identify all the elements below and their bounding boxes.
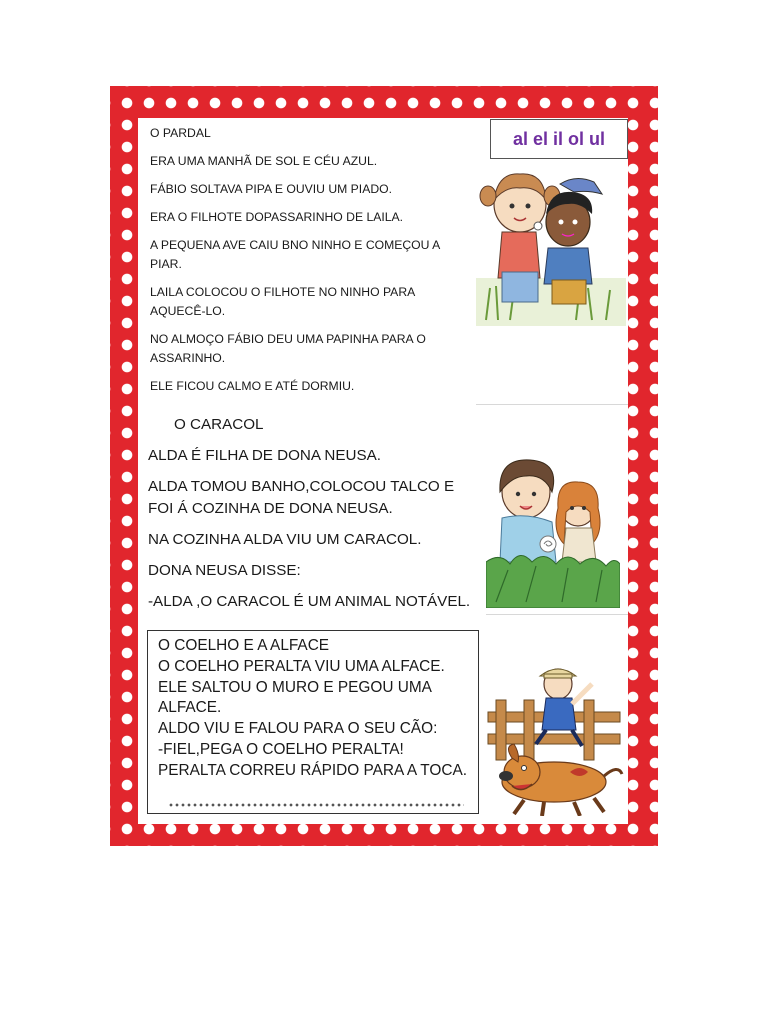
story3-line: ALDO VIU E FALOU PARA O SEU CÃO: [158, 720, 438, 738]
story2-line: NA COZINHA ALDA VIU UM CARACOL. [148, 531, 422, 548]
story3-line: PERALTA CORREU RÁPIDO PARA A TOCA. [158, 761, 468, 779]
story-o-coelho-e-a-alface [158, 636, 478, 782]
story1-line: ELE FICOU CALMO E ATÉ DORMIU. [150, 379, 355, 393]
story2-line: DONA NEUSA DISSE: [148, 562, 301, 579]
story2-line: ALDA É FILHA DE DONA NEUSA. [148, 447, 381, 464]
story3-line: ELE SALTOU O MURO E PEGOU UMA ALFACE. [158, 678, 432, 717]
cut-off-text-line [168, 802, 464, 808]
story2-line: ALDA TOMOU BANHO,COLOCOU TALCO E FOI Á COZINHA DE DONA NEUSA. [148, 478, 455, 517]
story1-line: ERA UMA MANHÃ DE SOL E CÉU AZUL. [150, 154, 378, 168]
story1-line: NO ALMOÇO FÁBIO DEU UMA PAPINHA PARA O ASSARINHO. [150, 332, 426, 365]
story1-line: ERA O FILHOTE DOPASSARINHO DE LAILA. [150, 210, 404, 224]
story1-line: LAILA COLOCOU O FILHOTE NO NINHO PARA AQUECÊ-LO. [150, 285, 415, 318]
story2-title: O CARACOL [174, 416, 264, 433]
story3-line: O COELHO PERALTA VIU UMA ALFACE. [158, 657, 445, 675]
story3-title: O COELHO E A ALFACE [158, 637, 330, 654]
story1-title: O PARDAL [150, 126, 211, 140]
illustration-divider [476, 404, 628, 405]
syllables-box [490, 119, 628, 159]
story1-line: A PEQUENA AVE CAIU BNO NINHO E COMEÇOU A PIAR. [150, 238, 440, 271]
children-illustration [476, 160, 626, 326]
story1-line: FÁBIO SOLTAVA PIPA E OUVIU UM PIADO. [150, 182, 392, 196]
syllables-text: al el il ol ul [512, 128, 606, 149]
story3-line: -FIEL,PEGA O COELHO PERALTA! [158, 740, 404, 758]
boy-fence-dog-illustration [484, 660, 624, 816]
story-o-caracol [148, 414, 478, 622]
mother-daughter-snail-illustration [486, 452, 620, 608]
story-o-pardal [150, 124, 470, 405]
story2-line: -ALDA ,O CARACOL É UM ANIMAL NOTÁVEL. [148, 593, 471, 610]
illustration-divider [486, 614, 628, 615]
